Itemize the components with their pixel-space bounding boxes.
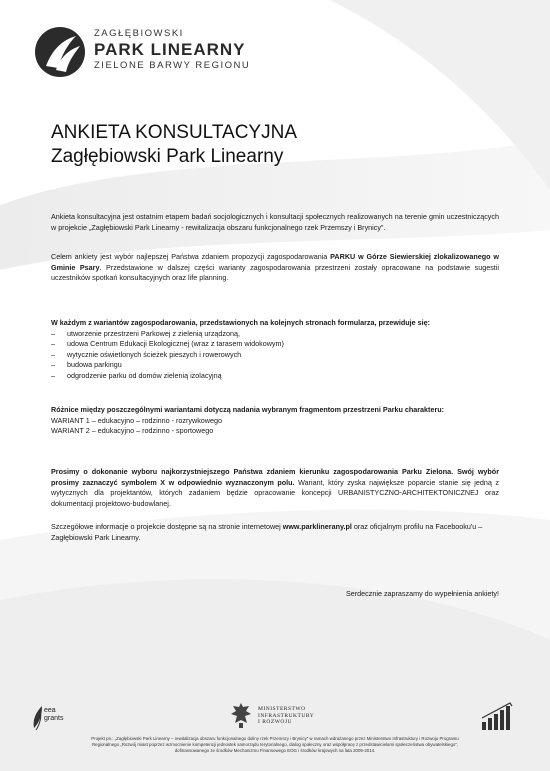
eea-line-1: eea bbox=[44, 707, 56, 714]
logo-line-2: PARK LINEARNY bbox=[94, 40, 246, 59]
goal-paragraph bbox=[51, 252, 499, 284]
footer-funding-note bbox=[30, 736, 520, 754]
ministry-name bbox=[258, 706, 314, 726]
variant-line: WARIANT 2 – edukacyjno – rodzinno - sportowego bbox=[51, 426, 214, 435]
eea-line-2: grants bbox=[44, 715, 64, 722]
common-features-list bbox=[51, 329, 499, 382]
common-features-heading: W każdym z wariantów zagospodarowania, przedstawionych na kolejnych stronach formularza, przewiduje się: bbox=[51, 318, 431, 327]
variants-heading: Różnice między poszczególnymi wariantami dotyczą nadania wybranym fragmentom przestrzeni Parku charakteru: bbox=[51, 405, 445, 414]
footer-logos bbox=[0, 700, 550, 736]
footer-note-line: dofinansowanego ze środków Mechanizmu Finansowego EOG i środków krajowych na lata 2009-2014. bbox=[174, 748, 376, 753]
bar-logo-icon bbox=[480, 700, 518, 732]
header-logo bbox=[34, 22, 334, 82]
logo-line-3: ZIELONE BARWY REGIONU bbox=[94, 60, 251, 71]
info-text-pre: Szczegółowe informacje o projekcie dostępne są na stronie internetowej bbox=[51, 522, 283, 531]
request-bold: Prosimy o dokonanie wyboru najkorzystniejszego Państwa zdaniem kierunku zagospodarowania Parku Zielona. Swój wybór prosimy zaznaczyć symbolem X w odpowiednio wyznaczonym polu. bbox=[51, 467, 499, 487]
variant-line: WARIANT 1 – edukacyjno – rodzinno - rozrywkowego bbox=[51, 415, 222, 425]
eagle-emblem-icon bbox=[230, 701, 252, 729]
list-item: – odgrodzenie parku od domów zielenią izolacyjną bbox=[51, 371, 499, 382]
request-rest: Wariant, który zyska największe poparcie stanie się jedną z wytycznych dla projektantów, których zadaniem będzie opracowanie koncepcji URBANISTYCZNO-ARCHITEKTONICZNEJ oraz dokumentacji projektowo-budowlanej. bbox=[51, 477, 500, 508]
variants-section bbox=[51, 405, 499, 437]
list-item: – budowa parkingu bbox=[51, 360, 499, 371]
footer-note-line: Regionalnego „Rozwój miast poprzez wzmocnienie kompetencji jednostek samorządu terytorialnego, dialog społeczny oraz współpracę z przedstawicielami społeczeństwa obywatelskiego”, bbox=[91, 742, 459, 747]
ministry-line-3: I ROZWOJU bbox=[258, 719, 292, 725]
goal-text-bold: PARKU w Górze Siewierskiej zlokalizowanego w Gminie Psary bbox=[51, 252, 499, 272]
closing-text: Serdecznie zapraszamy do wypełnienia ankiety! bbox=[345, 589, 499, 598]
info-text-post: oraz oficjalnym profilu na Facebooku'u – Zagłębiowski Park Linearny. bbox=[51, 522, 483, 542]
goal-text-pre: Celem ankiety jest wybór najlepszej Państwa zdaniem propozycji zagospodarowania bbox=[51, 252, 331, 261]
website-link[interactable]: www.parklinerany.pl bbox=[282, 522, 352, 531]
list-item: – udowa Centrum Edukacji Ekologicznej (wraz z tarasem widokowym) bbox=[51, 339, 499, 350]
ministry-logo bbox=[230, 700, 340, 736]
ministry-line-2: INFRASTRUKTURY bbox=[258, 712, 315, 719]
ministry-line-1: MINISTERSTWO bbox=[258, 706, 306, 712]
intro-paragraph: Ankieta konsultacyjna jest ostatnim etapem badań socjologicznych i konsultacji społecznych realizowanych na terenie gmin uczestniczących w projekcie „Zagłębiowski Park Linearny - rewitalizacja obszaru funkcjonalnego rzek Przemszy i Brynicy”. bbox=[51, 212, 499, 232]
common-features-section bbox=[51, 318, 499, 381]
park-logo-icon bbox=[34, 26, 86, 78]
footer-note-line: Projekt pn.: „Zagłębiowski Park Linearny – rewitalizacja obszaru funkcjonalnego doliny rzek Przemszy i Brynicy” w ramach wdrażanego przez Ministerstwo Infrastruktury i Rozwoju Programu bbox=[91, 736, 459, 741]
logo-line-1: ZAGŁĘBIOWSKI bbox=[94, 28, 184, 39]
list-item: – utworzenie przestrzeni Parkowej z zielenią urządzoną, bbox=[51, 329, 499, 340]
request-paragraph bbox=[51, 467, 499, 509]
list-item: – wytycznie oświetlonych ścieżek pieszych i rowerowych bbox=[51, 350, 499, 361]
eea-grants-text bbox=[44, 707, 63, 723]
info-paragraph bbox=[51, 522, 499, 543]
goal-text-post: . Przedstawione w dalszej części warianty zagospodarowania przestrzeni zostały opracowane na podstawie sugestii uczestników spotkań konsultacyjnych oraz life planning. bbox=[51, 262, 499, 282]
page-subtitle: Zagłębiowski Park Linearny bbox=[51, 146, 284, 167]
page-title: ANKIETA KONSULTACYJNA bbox=[51, 122, 297, 143]
